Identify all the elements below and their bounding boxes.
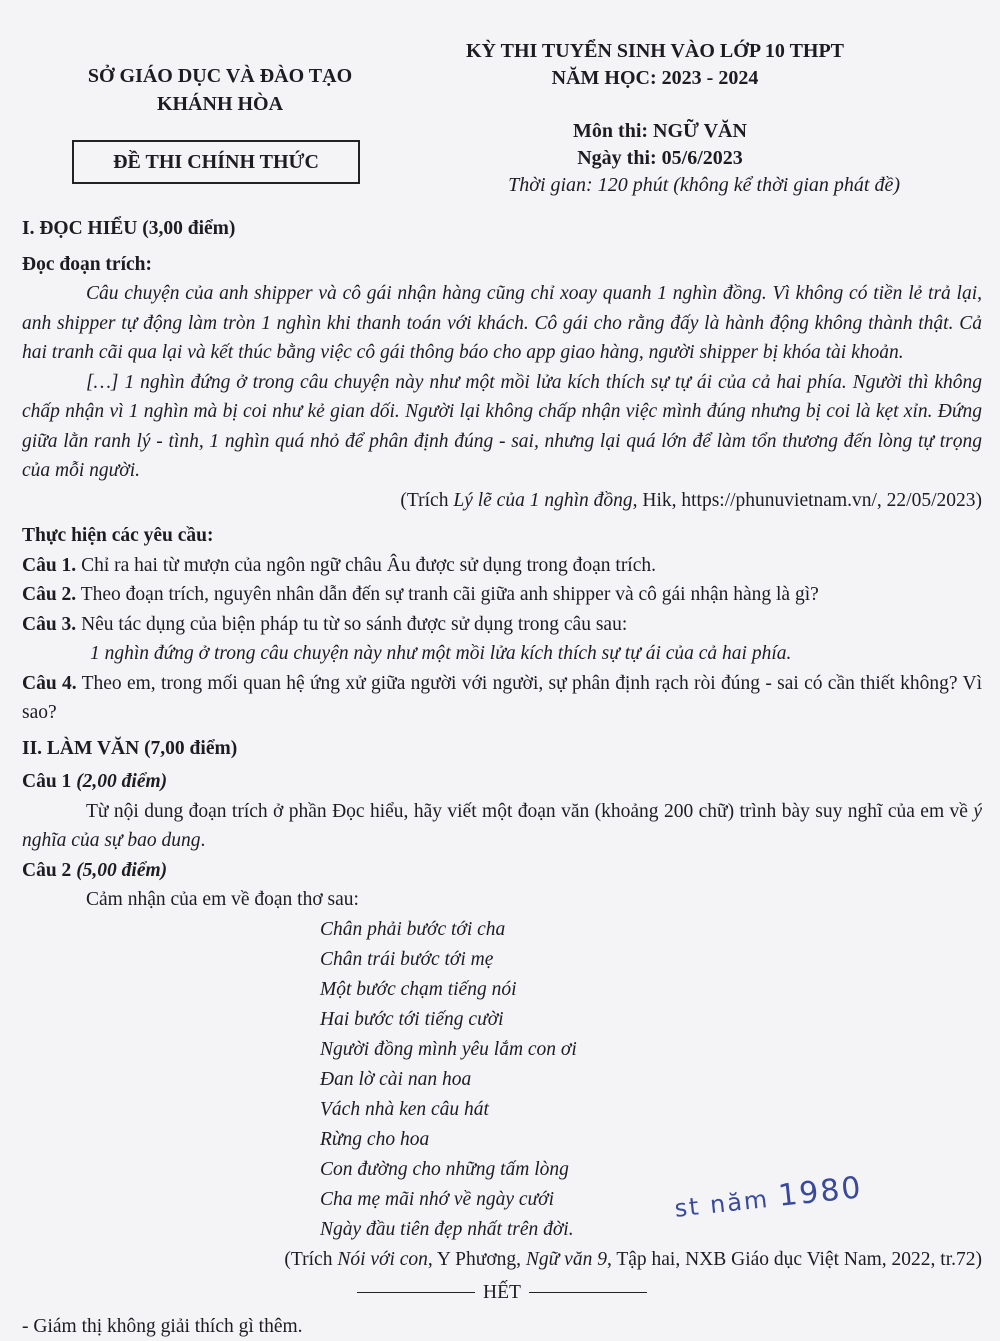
poem-line: Chân trái bước tới mẹ [320,945,982,975]
official-label: ĐỀ THI CHÍNH THỨC [113,151,319,174]
end-mark [22,1278,982,1308]
excerpt-source: (Trích Lý lẽ của 1 nghìn đồng, Hik, https://phunuvietnam.vn/, 22/05/2023) [22,486,982,516]
question-2: Câu 2. Theo đoạn trích, nguyên nhân dẫn đến sự tranh cãi giữa anh shipper và cô gái nhận hàng là gì? [22,580,982,610]
excerpt-label: Đọc đoạn trích: [22,250,982,280]
end-label: HẾT [483,1278,521,1308]
poem-line: Hai bước tới tiếng cười [320,1005,982,1035]
department-line1: SỞ GIÁO DỤC VÀ ĐÀO TẠO [40,62,400,90]
exam-title-line2: NĂM HỌC: 2023 - 2024 [410,65,900,92]
poem-line: Đan lờ cài nan hoa [320,1065,982,1095]
poem-line: Vách nhà ken câu hát [320,1095,982,1125]
part2-q2-heading: Câu 2 (5,00 điểm) [22,856,982,886]
poem-line: Rừng cho hoa [320,1125,982,1155]
excerpt-paragraph-2: […] 1 nghìn đứng ở trong câu chuyện này như một mồi lửa kích thích sự tự ái của cả hai phía. Người thì không chấp nhận vì 1 nghìn mà bị coi như kẻ gian dối. Người lại không chấp nhận việc mình đúng nhưng bị coi là kẹt xỉn. Đứng giữa lằn ranh lý - tình, 1 nghìn quá nhỏ để phân định đúng - sai, nhưng lại quá lớn để làm tổn thương đến lòng tự trọng của mỗi người. [22,368,982,486]
subject: Môn thi: NGỮ VĂN [420,118,900,145]
exam-duration: Thời gian: 120 phút (không kể thời gian phát đề) [420,172,900,199]
end-rule-left [357,1292,475,1293]
part2-q2-prompt: Cảm nhận của em về đoạn thơ sau: [22,885,982,915]
department-line2: KHÁNH HÒA [40,90,400,118]
part2-q1-heading: Câu 1 (2,00 điểm) [22,767,982,797]
requirements-label: Thực hiện các yêu cầu: [22,521,982,551]
poem-source: (Trích Nói với con, Y Phương, Ngữ văn 9, Tập hai, NXB Giáo dục Việt Nam, 2022, tr.72) [22,1245,982,1275]
exam-title-header [410,38,900,92]
exam-date: Ngày thi: 05/6/2023 [420,145,900,172]
exam-title-line1: KỲ THI TUYỂN SINH VÀO LỚP 10 THPT [410,38,900,65]
excerpt-paragraph-1: Câu chuyện của anh shipper và cô gái nhận hàng cũng chỉ xoay quanh 1 nghìn đồng. Vì không có tiền lẻ trả lại, anh shipper tự động làm tròn 1 nghìn khi thanh toán với khách. Cô gái cho rằng đấy là hành động không thành thật. Cả hai tranh cãi qua lại và kết thúc bằng việc cô gái thông báo cho app giao hàng, người shipper bị khóa tài khoản. [22,279,982,368]
part2-q1-text: Từ nội dung đoạn trích ở phần Đọc hiểu, hãy viết một đoạn văn (khoảng 200 chữ) trình bày suy nghĩ của em về ý nghĩa của sự bao dung. [22,797,982,856]
question-3: Câu 3. Nêu tác dụng của biện pháp tu từ so sánh được sử dụng trong câu sau: [22,610,982,640]
part2-title: II. LÀM VĂN (7,00 điểm) [22,734,982,764]
part1-title: I. ĐỌC HIỂU (3,00 điểm) [22,214,982,244]
poem-line: Chân phải bước tới cha [320,915,982,945]
handwritten-prefix: st năm [673,1185,770,1223]
poem-line: Ngày đầu tiên đẹp nhất trên đời. [320,1215,982,1245]
handwritten-year: 1980 [777,1170,865,1214]
poem-line: Con đường cho những tấm lòng [320,1155,982,1185]
department-header [40,62,400,118]
question-1: Câu 1. Chỉ ra hai từ mượn của ngôn ngữ châu Âu được sử dụng trong đoạn trích. [22,551,982,581]
proctor-note: - Giám thị không giải thích gì thêm. [22,1312,982,1341]
exam-meta [420,118,900,199]
end-rule-right [529,1292,647,1293]
question-3-quote: 1 nghìn đứng ở trong câu chuyện này như một mồi lửa kích thích sự tự ái của cả hai phía. [22,639,982,669]
poem-line: Người đồng mình yêu lắm con ơi [320,1035,982,1065]
question-4: Câu 4. Theo em, trong mối quan hệ ứng xử giữa người với người, sự phân định rạch ròi đúng - sai có cần thiết không? Vì sao? [22,669,982,728]
poem-line: Một bước chạm tiếng nói [320,975,982,1005]
poem-line: Cha mẹ mãi nhớ về ngày cưới [320,1185,982,1215]
official-exam-box [72,140,360,184]
source-title: Lý lẽ của 1 nghìn đồng [453,490,632,511]
